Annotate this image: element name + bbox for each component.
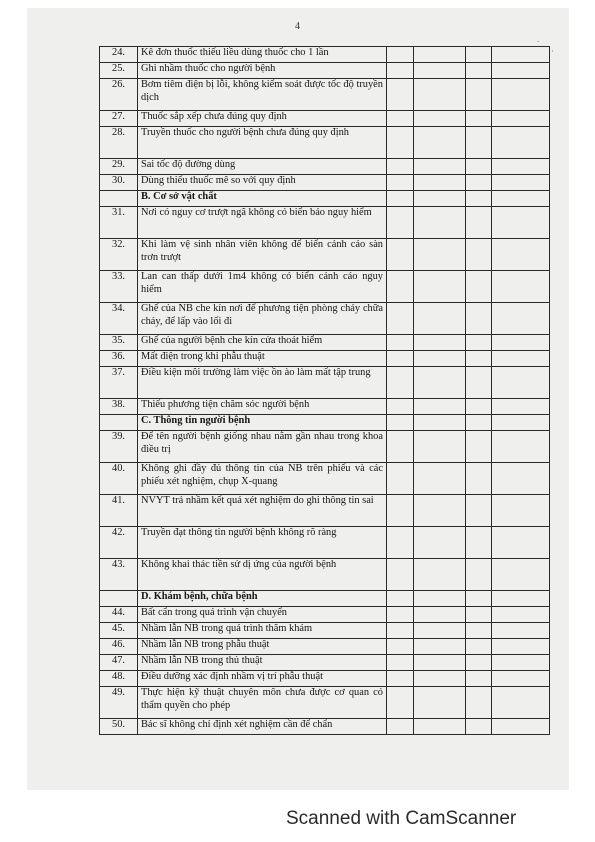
empty-check-cell bbox=[466, 351, 492, 367]
row-number bbox=[100, 591, 138, 607]
empty-check-cell bbox=[492, 415, 550, 431]
empty-check-cell bbox=[414, 639, 466, 655]
empty-check-cell bbox=[387, 671, 414, 687]
empty-check-cell bbox=[492, 639, 550, 655]
row-number: 29. bbox=[100, 159, 138, 175]
empty-check-cell bbox=[492, 495, 550, 527]
row-description: Truyền đạt thông tin người bệnh không rõ ràng bbox=[138, 527, 387, 559]
empty-check-cell bbox=[492, 127, 550, 159]
empty-check-cell bbox=[492, 191, 550, 207]
empty-check-cell bbox=[414, 111, 466, 127]
empty-check-cell bbox=[387, 623, 414, 639]
row-number: 25. bbox=[100, 63, 138, 79]
table-row bbox=[100, 607, 550, 623]
empty-check-cell bbox=[387, 431, 414, 463]
empty-check-cell bbox=[492, 399, 550, 415]
row-number: 46. bbox=[100, 639, 138, 655]
empty-check-cell bbox=[492, 719, 550, 735]
table-row bbox=[100, 671, 550, 687]
empty-check-cell bbox=[466, 559, 492, 591]
empty-check-cell bbox=[387, 415, 414, 431]
empty-check-cell bbox=[492, 335, 550, 351]
empty-check-cell bbox=[466, 655, 492, 671]
row-description: Để tên người bệnh giống nhau nằm gần nhau trong khoa điều trị bbox=[138, 431, 387, 463]
empty-check-cell bbox=[414, 303, 466, 335]
empty-check-cell bbox=[466, 111, 492, 127]
table-row bbox=[100, 623, 550, 639]
empty-check-cell bbox=[387, 303, 414, 335]
table-row bbox=[100, 159, 550, 175]
table-row bbox=[100, 239, 550, 271]
empty-check-cell bbox=[466, 687, 492, 719]
empty-check-cell bbox=[466, 671, 492, 687]
row-description: Thuốc sắp xếp chưa đúng quy định bbox=[138, 111, 387, 127]
empty-check-cell bbox=[414, 495, 466, 527]
empty-check-cell bbox=[387, 47, 414, 63]
empty-check-cell bbox=[492, 559, 550, 591]
empty-check-cell bbox=[414, 175, 466, 191]
table-row bbox=[100, 111, 550, 127]
empty-check-cell bbox=[387, 463, 414, 495]
table-row bbox=[100, 79, 550, 111]
row-number: 43. bbox=[100, 559, 138, 591]
row-description: Ghế của NB che kín nơi để phương tiện phòng cháy chữa cháy, để lấp vào lối đi bbox=[138, 303, 387, 335]
stray-mark: . bbox=[537, 34, 540, 44]
row-number: 47. bbox=[100, 655, 138, 671]
empty-check-cell bbox=[414, 335, 466, 351]
row-description: Sai tốc độ đường dùng bbox=[138, 159, 387, 175]
table-row bbox=[100, 687, 550, 719]
empty-check-cell bbox=[492, 431, 550, 463]
row-number: 34. bbox=[100, 303, 138, 335]
empty-check-cell bbox=[466, 207, 492, 239]
empty-check-cell bbox=[414, 623, 466, 639]
row-description: Điều kiện môi trường làm việc ồn ào làm mất tập trung bbox=[138, 367, 387, 399]
empty-check-cell bbox=[414, 399, 466, 415]
empty-check-cell bbox=[492, 175, 550, 191]
table-row bbox=[100, 207, 550, 239]
empty-check-cell bbox=[414, 191, 466, 207]
empty-check-cell bbox=[466, 335, 492, 351]
empty-check-cell bbox=[387, 719, 414, 735]
section-header-row bbox=[100, 191, 550, 207]
empty-check-cell bbox=[414, 159, 466, 175]
empty-check-cell bbox=[492, 591, 550, 607]
empty-check-cell bbox=[414, 207, 466, 239]
empty-check-cell bbox=[414, 415, 466, 431]
empty-check-cell bbox=[492, 367, 550, 399]
row-number: 28. bbox=[100, 127, 138, 159]
row-number: 40. bbox=[100, 463, 138, 495]
empty-check-cell bbox=[466, 271, 492, 303]
empty-check-cell bbox=[466, 79, 492, 111]
table-row bbox=[100, 431, 550, 463]
empty-check-cell bbox=[387, 63, 414, 79]
empty-check-cell bbox=[387, 495, 414, 527]
empty-check-cell bbox=[414, 607, 466, 623]
empty-check-cell bbox=[492, 63, 550, 79]
table-row bbox=[100, 175, 550, 191]
row-description: Kê đơn thuốc thiếu liều dùng thuốc cho 1 lần bbox=[138, 47, 387, 63]
empty-check-cell bbox=[414, 463, 466, 495]
empty-check-cell bbox=[466, 159, 492, 175]
empty-check-cell bbox=[492, 607, 550, 623]
row-description: Không ghi đầy đủ thông tin của NB trên phiếu và các phiếu xét nghiệm, chụp X-quang bbox=[138, 463, 387, 495]
table-row bbox=[100, 47, 550, 63]
table-row bbox=[100, 271, 550, 303]
empty-check-cell bbox=[492, 79, 550, 111]
row-description: Nhầm lẫn NB trong thủ thuật bbox=[138, 655, 387, 671]
row-description: Thiếu phương tiện chăm sóc người bệnh bbox=[138, 399, 387, 415]
empty-check-cell bbox=[387, 79, 414, 111]
row-number: 35. bbox=[100, 335, 138, 351]
empty-check-cell bbox=[387, 175, 414, 191]
empty-check-cell bbox=[492, 623, 550, 639]
row-number: 48. bbox=[100, 671, 138, 687]
row-number: 44. bbox=[100, 607, 138, 623]
table-row bbox=[100, 495, 550, 527]
empty-check-cell bbox=[466, 719, 492, 735]
empty-check-cell bbox=[387, 687, 414, 719]
row-number: 32. bbox=[100, 239, 138, 271]
row-number: 26. bbox=[100, 79, 138, 111]
empty-check-cell bbox=[466, 47, 492, 63]
row-number: 24. bbox=[100, 47, 138, 63]
empty-check-cell bbox=[414, 367, 466, 399]
row-description: Bất cẩn trong quá trình vận chuyển bbox=[138, 607, 387, 623]
empty-check-cell bbox=[492, 527, 550, 559]
camscanner-watermark: Scanned with CamScanner bbox=[286, 808, 517, 829]
row-description: Điều dưỡng xác định nhầm vị trí phẫu thuật bbox=[138, 671, 387, 687]
empty-check-cell bbox=[466, 463, 492, 495]
table-row bbox=[100, 655, 550, 671]
empty-check-cell bbox=[492, 207, 550, 239]
empty-check-cell bbox=[387, 207, 414, 239]
empty-check-cell bbox=[387, 111, 414, 127]
table-row bbox=[100, 463, 550, 495]
row-description: NVYT trả nhầm kết quả xét nghiệm do ghi thông tin sai bbox=[138, 495, 387, 527]
empty-check-cell bbox=[387, 655, 414, 671]
empty-check-cell bbox=[414, 239, 466, 271]
empty-check-cell bbox=[414, 431, 466, 463]
row-number: 41. bbox=[100, 495, 138, 527]
table-row bbox=[100, 351, 550, 367]
row-number: 42. bbox=[100, 527, 138, 559]
empty-check-cell bbox=[387, 527, 414, 559]
empty-check-cell bbox=[492, 687, 550, 719]
row-description: Không khai thác tiền sử dị ứng của người bệnh bbox=[138, 559, 387, 591]
empty-check-cell bbox=[414, 687, 466, 719]
row-description: Nhầm lẫn NB trong quá trình thăm khám bbox=[138, 623, 387, 639]
empty-check-cell bbox=[414, 79, 466, 111]
table-row bbox=[100, 559, 550, 591]
empty-check-cell bbox=[414, 719, 466, 735]
table-row bbox=[100, 127, 550, 159]
empty-check-cell bbox=[466, 239, 492, 271]
empty-check-cell bbox=[466, 191, 492, 207]
empty-check-cell bbox=[492, 111, 550, 127]
table-row bbox=[100, 719, 550, 735]
row-description: Truyền thuốc cho người bệnh chưa đúng quy định bbox=[138, 127, 387, 159]
empty-check-cell bbox=[466, 607, 492, 623]
row-number: 39. bbox=[100, 431, 138, 463]
row-number: 49. bbox=[100, 687, 138, 719]
empty-check-cell bbox=[466, 399, 492, 415]
empty-check-cell bbox=[466, 127, 492, 159]
empty-check-cell bbox=[466, 63, 492, 79]
row-description: Bác sĩ không chỉ định xét nghiệm cần để chẩn bbox=[138, 719, 387, 735]
empty-check-cell bbox=[387, 607, 414, 623]
table-row bbox=[100, 527, 550, 559]
row-description: Nhầm lẫn NB trong phẫu thuật bbox=[138, 639, 387, 655]
row-number bbox=[100, 191, 138, 207]
empty-check-cell bbox=[387, 351, 414, 367]
row-number bbox=[100, 415, 138, 431]
row-number: 38. bbox=[100, 399, 138, 415]
row-description: Thực hiện kỹ thuật chuyên môn chưa được cơ quan có thẩm quyền cho phép bbox=[138, 687, 387, 719]
section-title: B. Cơ sở vật chất bbox=[138, 191, 387, 207]
empty-check-cell bbox=[414, 591, 466, 607]
empty-check-cell bbox=[492, 671, 550, 687]
empty-check-cell bbox=[414, 671, 466, 687]
empty-check-cell bbox=[414, 655, 466, 671]
empty-check-cell bbox=[387, 191, 414, 207]
empty-check-cell bbox=[414, 63, 466, 79]
empty-check-cell bbox=[492, 239, 550, 271]
empty-check-cell bbox=[414, 559, 466, 591]
table-row bbox=[100, 63, 550, 79]
empty-check-cell bbox=[466, 367, 492, 399]
empty-check-cell bbox=[466, 415, 492, 431]
empty-check-cell bbox=[492, 303, 550, 335]
empty-check-cell bbox=[387, 399, 414, 415]
table-row bbox=[100, 367, 550, 399]
row-description: Nơi có nguy cơ trượt ngã không có biển báo nguy hiểm bbox=[138, 207, 387, 239]
empty-check-cell bbox=[387, 367, 414, 399]
empty-check-cell bbox=[414, 47, 466, 63]
empty-check-cell bbox=[414, 127, 466, 159]
row-number: 33. bbox=[100, 271, 138, 303]
empty-check-cell bbox=[466, 431, 492, 463]
empty-check-cell bbox=[414, 527, 466, 559]
empty-check-cell bbox=[387, 335, 414, 351]
table-row bbox=[100, 303, 550, 335]
empty-check-cell bbox=[492, 655, 550, 671]
row-number: 27. bbox=[100, 111, 138, 127]
empty-check-cell bbox=[387, 127, 414, 159]
empty-check-cell bbox=[466, 591, 492, 607]
empty-check-cell bbox=[414, 271, 466, 303]
row-description: Lan can thấp dưới 1m4 không có biển cảnh cáo nguy hiểm bbox=[138, 271, 387, 303]
stray-mark: · bbox=[551, 46, 554, 56]
section-title: C. Thông tin người bệnh bbox=[138, 415, 387, 431]
empty-check-cell bbox=[466, 495, 492, 527]
row-description: Ghi nhầm thuốc cho người bệnh bbox=[138, 63, 387, 79]
empty-check-cell bbox=[387, 239, 414, 271]
empty-check-cell bbox=[466, 527, 492, 559]
empty-check-cell bbox=[466, 303, 492, 335]
empty-check-cell bbox=[466, 639, 492, 655]
incident-checklist-table bbox=[99, 46, 550, 735]
section-header-row bbox=[100, 591, 550, 607]
table-row bbox=[100, 335, 550, 351]
empty-check-cell bbox=[492, 47, 550, 63]
empty-check-cell bbox=[466, 175, 492, 191]
row-description: Bơm tiêm điện bị lỗi, không kiểm soát được tốc độ truyền dịch bbox=[138, 79, 387, 111]
section-header-row bbox=[100, 415, 550, 431]
empty-check-cell bbox=[492, 351, 550, 367]
row-description: Mất điện trong khi phẫu thuật bbox=[138, 351, 387, 367]
empty-check-cell bbox=[414, 351, 466, 367]
empty-check-cell bbox=[387, 159, 414, 175]
section-title: D. Khám bệnh, chữa bệnh bbox=[138, 591, 387, 607]
empty-check-cell bbox=[492, 271, 550, 303]
row-number: 50. bbox=[100, 719, 138, 735]
page-number: 4 bbox=[295, 21, 300, 32]
empty-check-cell bbox=[492, 159, 550, 175]
table-row bbox=[100, 399, 550, 415]
empty-check-cell bbox=[387, 639, 414, 655]
row-number: 36. bbox=[100, 351, 138, 367]
row-description: Ghế của người bệnh che kín cửa thoát hiểm bbox=[138, 335, 387, 351]
row-number: 37. bbox=[100, 367, 138, 399]
empty-check-cell bbox=[387, 271, 414, 303]
table-row bbox=[100, 639, 550, 655]
row-number: 30. bbox=[100, 175, 138, 191]
row-description: Dùng thiếu thuốc mê so với quy định bbox=[138, 175, 387, 191]
empty-check-cell bbox=[387, 559, 414, 591]
empty-check-cell bbox=[466, 623, 492, 639]
empty-check-cell bbox=[387, 591, 414, 607]
row-description: Khi làm vệ sinh nhân viên không để biển cảnh cáo sàn trơn trượt bbox=[138, 239, 387, 271]
row-number: 45. bbox=[100, 623, 138, 639]
empty-check-cell bbox=[492, 463, 550, 495]
row-number: 31. bbox=[100, 207, 138, 239]
